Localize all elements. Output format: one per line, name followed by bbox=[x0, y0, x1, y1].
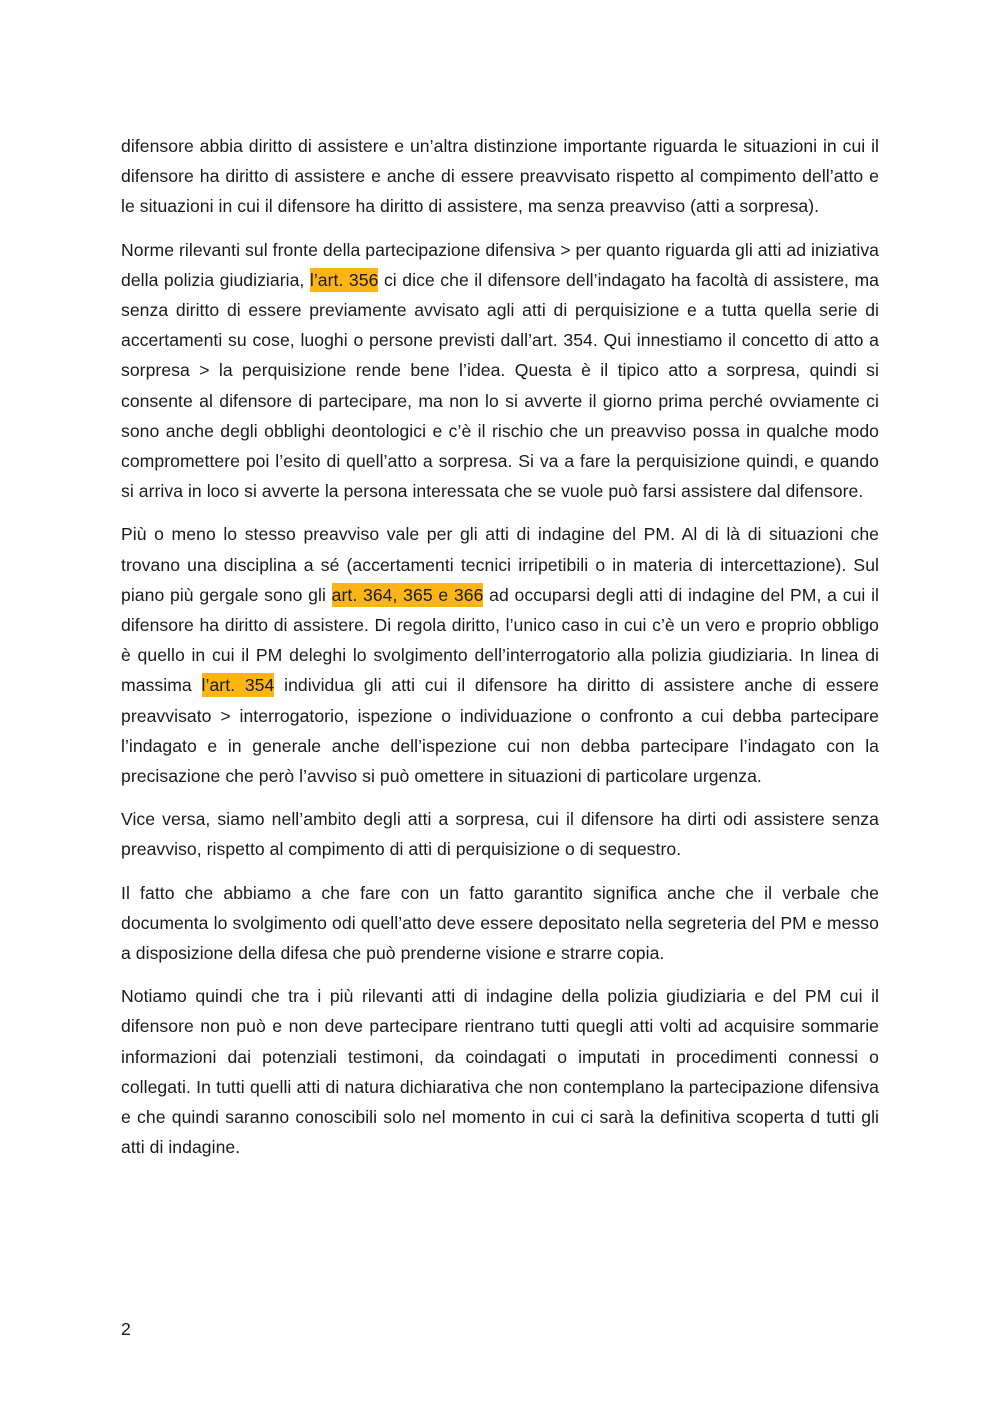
paragraph-5 bbox=[121, 878, 879, 969]
paragraph-text: individua gli atti cui il difensore ha diritto di assistere anche di essere preavvisato > interrogatorio, ispezione o individuazione o confronto a cui debba partecipare l’indagato e in generale anche dell’ispezione cui non debba partecipare l’indagato con la precisazione che però l’avviso si può omettere in situazioni di particolare urgenza. bbox=[121, 675, 880, 787]
paragraph-text: Il fatto che abbiamo a che fare con un fatto garantito significa anche che il verbale che documenta lo svolgimento odi quell’atto deve essere depositato nella segreteria del PM e messo a disposizione della difesa che può prenderne visione e strarre copia. bbox=[121, 882, 879, 964]
paragraph-1 bbox=[121, 131, 879, 222]
paragraph-text: difensore abbia diritto di assistere e un’altra distinzione importante riguarda le situazioni in cui il difensore ha diritto di assistere e anche di essere preavvisato rispetto al compimento dell’atto e le situazioni in cui il difensore ha diritto di assistere, ma senza preavviso (atti a sorpresa). bbox=[121, 136, 879, 217]
paragraph-text: ci dice che il difensore dell’indagato ha facoltà di assistere, ma senza diritto di essere previamente avvisato agli atti di perquisizione e a tutta quella serie di accertamenti su cose, luoghi o persone previsti dall’art. 354. Qui innestiamo il concetto di atto a sorpresa > la perquisizione rende bene l’idea. Questa è il tipico atto a sorpresa, quindi si consente al difensore di partecipare, ma non lo si avverte il giorno prima perché ovviamente ci sono anche degli obblighi deontologici e c’è il rischio che un preavviso possa in qualche modo compromettere poi l’esito di quell’atto a sorpresa. Si va a fare la perquisizione quindi, e quando si arriva in loco si avverte la persona interessata che se vuole può farsi assistere dal difensore. bbox=[121, 269, 880, 502]
paragraph-2 bbox=[121, 235, 879, 507]
paragraph-text: ad occuparsi degli atti di indagine del PM, a cui il difensore ha diritto di assistere. Di regola diritto, l’unico caso in cui c’è un vero e proprio obbligo è quello in cui il PM deleghi lo svolgimento dell’interrogatorio alla polizia giudiziaria. In linea di massima bbox=[121, 584, 879, 696]
paragraph-text: Notiamo quindi che tra i più rilevanti atti di indagine della polizia giudiziaria e del PM cui il difensore non può e non deve partecipare rientrano tutti quegli atti volti ad acquisire sommarie informazioni dai potenziali testimoni, da coindagati o imputati in procedimenti connessi o collegati. In tutti quelli atti di natura dichiarativa che non contemplano la partecipazione difensiva e che quindi saranno conoscibili solo nel momento in cui ci sarà la definitiva scoperta d tutti gli atti di indagine. bbox=[121, 986, 879, 1158]
highlighted-reference: l’art. 354 bbox=[201, 675, 275, 696]
document-page bbox=[121, 131, 879, 1176]
page-number: 2 bbox=[121, 1319, 131, 1339]
paragraph-text: Vice versa, siamo nell’ambito degli atti a sorpresa, cui il difensore ha dirti odi assistere senza preavviso, rispetto al compimento di atti di perquisizione o di sequestro. bbox=[121, 809, 879, 860]
highlighted-reference: art. 364, 365 e 366 bbox=[331, 584, 484, 605]
paragraph-text: Più o meno lo stesso preavviso vale per gli atti di indagine del PM. Al di là di situazioni che trovano una disciplina a sé (accertamenti tecnici irripetibili o in materia di intercettazione). Sul piano più gergale sono gli bbox=[121, 524, 879, 605]
paragraph-4 bbox=[121, 804, 879, 864]
paragraph-text: Norme rilevanti sul fronte della partecipazione difensiva > per quanto riguarda gli atti ad iniziativa della polizia giudiziaria, bbox=[121, 239, 879, 290]
highlighted-reference: l’art. 356 bbox=[309, 269, 379, 290]
paragraph-6 bbox=[121, 981, 879, 1162]
paragraph-3 bbox=[121, 519, 879, 791]
